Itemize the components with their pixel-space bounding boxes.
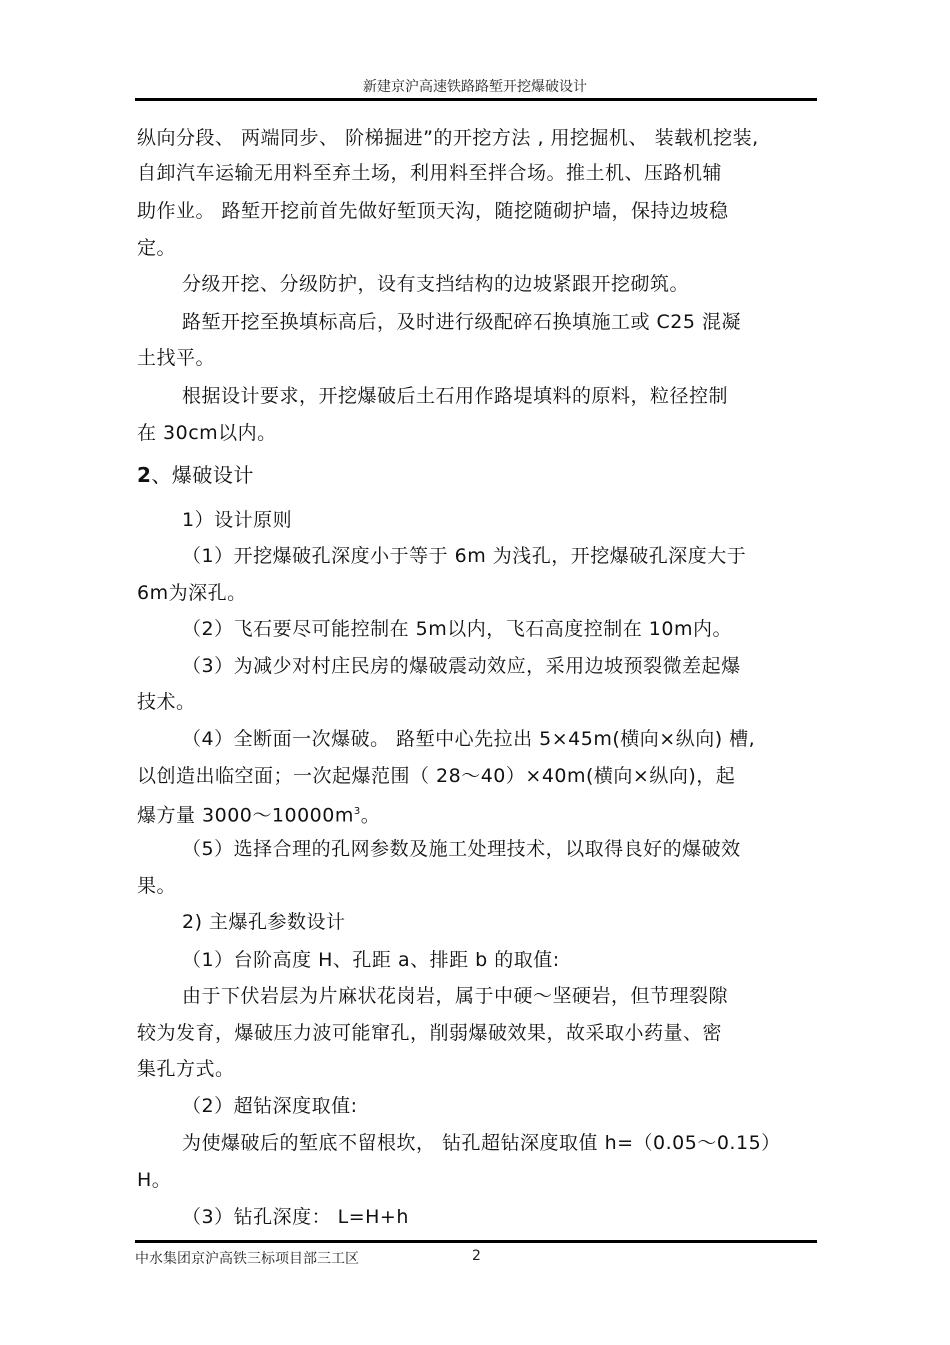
list-item-line: 6m为深孔。 <box>137 582 247 604</box>
paragraph-line: 为使爆破后的堑底不留根坎， 钻孔超钻深度取值 h=（0.05～0.15） <box>182 1132 781 1154</box>
paragraph-line: 定。 <box>137 237 177 259</box>
list-item-line: 技术。 <box>137 691 196 713</box>
cubic-superscript: 3 <box>353 806 361 817</box>
footer-rule <box>135 1240 817 1243</box>
paragraph-line: 分级开挖、分级防护，设有支挡结构的边坡紧跟开挖砌筑。 <box>182 273 690 295</box>
page-number: 2 <box>472 1248 481 1264</box>
section-heading <box>137 463 254 487</box>
header-rule <box>135 98 817 101</box>
subsection-heading: 1）设计原则 <box>182 509 293 531</box>
list-item-line: 以创造出临空面；一次起爆范围（ 28～40）×40m(横向×纵向)，起 <box>137 765 736 787</box>
footer-organization: 中水集团京沪高铁三标项目部三工区 <box>135 1251 359 1267</box>
subsection-heading: 2) 主爆孔参数设计 <box>182 911 346 933</box>
period-text: 。 <box>360 804 381 827</box>
paragraph-line: 纵向分段、 两端同步、 阶梯掘进”的开挖方法 , 用挖掘机、 装载机挖装, <box>137 127 759 149</box>
list-item-line: （2）超钻深度取值: <box>182 1095 358 1117</box>
paragraph-line: 土找平。 <box>137 347 216 369</box>
paragraph-line: 由于下伏岩层为片麻状花岗岩，属于中硬～坚硬岩，但节理裂隙 <box>182 985 729 1007</box>
list-item-line: （2）飞石要尽可能控制在 5m以内，飞石高度控制在 10m内。 <box>182 618 732 640</box>
section-heading-number: 2 <box>137 463 152 487</box>
list-item-line <box>137 800 380 827</box>
list-item-line: （3）钻孔深度： L=H+h <box>182 1206 409 1228</box>
list-item-line: 果。 <box>137 875 177 897</box>
paragraph-line: H。 <box>137 1169 172 1191</box>
paragraph-line: 较为发育，爆破压力波可能窜孔，削弱爆破效果，故采取小药量、密 <box>137 1022 723 1044</box>
paragraph-line: 自卸汽车运输无用料至弃土场，利用料至拌合场。推土机、压路机辅 <box>137 162 723 184</box>
paragraph-line: 根据设计要求，开挖爆破后土石用作路堤填料的原料，粒径控制 <box>182 385 729 407</box>
list-item-line: （4）全断面一次爆破。 路堑中心先拉出 5×45m(横向×纵向) 槽, <box>182 728 756 750</box>
list-item-line: （1）开挖爆破孔深度小于等于 6m 为浅孔，开挖爆破孔深度大于 <box>182 545 747 567</box>
paragraph-line: 集孔方式。 <box>137 1058 235 1080</box>
list-item-line: （5）选择合理的孔网参数及施工处理技术，以取得良好的爆破效 <box>182 838 741 860</box>
paragraph-line: 助作业。 路堑开挖前首先做好堑顶天沟，随挖随砌护墙，保持边坡稳 <box>137 200 729 222</box>
list-item-line: （1）台阶高度 H、孔距 a、排距 b 的取值: <box>182 949 560 971</box>
paragraph-line: 路堑开挖至换填标高后，及时进行级配碎石换填施工或 C25 混凝 <box>182 311 742 333</box>
running-header-title: 新建京沪高速铁路路堑开挖爆破设计 <box>363 79 587 95</box>
section-heading-text: 、爆破设计 <box>151 463 254 487</box>
list-item-line: （3）为减少对村庄民房的爆破震动效应，采用边坡预裂微差起爆 <box>182 655 741 677</box>
volume-text: 爆方量 3000～10000m <box>137 804 354 827</box>
paragraph-line: 在 30cm以内。 <box>137 422 277 444</box>
